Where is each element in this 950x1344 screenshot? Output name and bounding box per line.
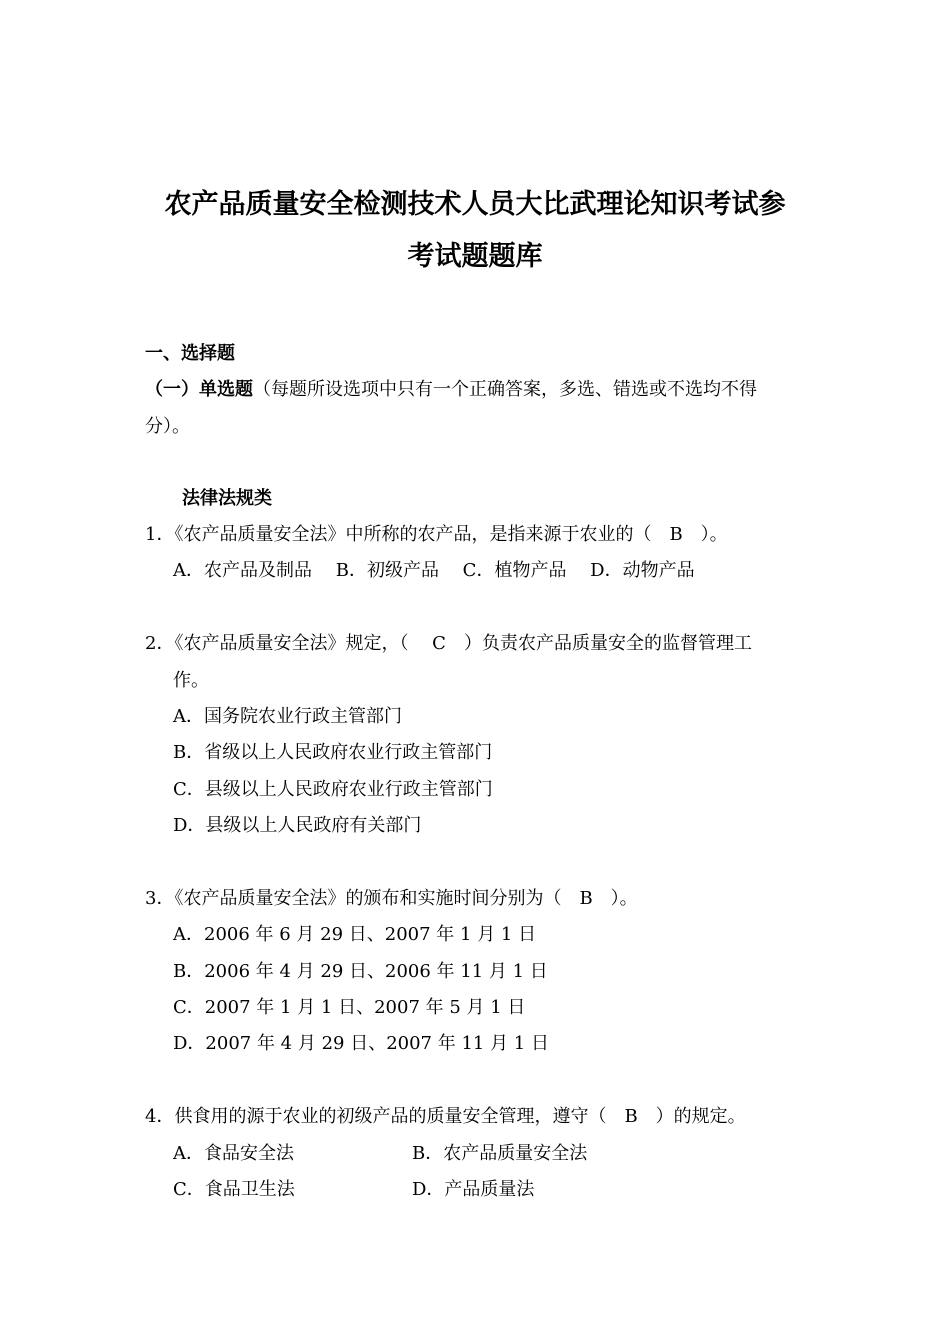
question-3-option-d: D．2007 年 4 月 29 日、2007 年 11 月 1 日 (173, 1033, 549, 1054)
question-3-option-a: A．2006 年 6 月 29 日、2007 年 1 月 1 日 (173, 924, 537, 945)
section-heading: 一、选择题 (145, 343, 235, 364)
subsection-note: （每题所设选项中只有一个正确答案，多选、错选或不选均不得 (253, 379, 757, 400)
question-4-option-b: B．农产品质量安全法 (412, 1143, 588, 1164)
question-2-option-c: C．县级以上人民政府农业行政主管部门 (173, 779, 493, 800)
subsection-note-line-2: 分）。 (145, 416, 190, 437)
document-title-line-1: 农产品质量安全检测技术人员大比武理论知识考试参 (164, 189, 786, 220)
question-2-stem-line-2: 作。 (173, 670, 209, 691)
question-4-option-a: A．食品安全法 (173, 1143, 294, 1164)
question-4-stem: 4．供食用的源于农业的初级产品的质量安全管理，遵守（ B ）的规定。 (145, 1106, 746, 1127)
question-1-stem: 1．《农产品质量安全法》中所称的农产品，是指来源于农业的（ B ）。 (145, 524, 728, 545)
question-1-options: A．农产品及制品 B．初级产品 C．植物产品 D．动物产品 (173, 560, 695, 581)
question-2-stem-line-1: 2．《农产品质量安全法》规定，（ C ）负责农产品质量安全的监督管理工 (145, 633, 752, 654)
question-3-option-c: C．2007 年 1 月 1 日、2007 年 5 月 1 日 (173, 997, 526, 1018)
question-2-option-a: A．国务院农业行政主管部门 (173, 706, 402, 727)
question-3-option-b: B．2006 年 4 月 29 日、2006 年 11 月 1 日 (173, 961, 548, 982)
subsection-label: （一）单选题 (145, 379, 253, 400)
question-3-stem: 3．《农产品质量安全法》的颁布和实施时间分别为（ B ）。 (145, 888, 638, 909)
question-4-option-c: C．食品卫生法 (173, 1179, 295, 1200)
question-4-option-d: D．产品质量法 (412, 1179, 535, 1200)
question-2-option-d: D．县级以上人民政府有关部门 (173, 815, 422, 836)
category-heading: 法律法规类 (182, 488, 272, 509)
question-2-option-b: B．省级以上人民政府农业行政主管部门 (173, 742, 493, 763)
document-title-line-2: 考试题题库 (407, 241, 543, 272)
subsection-line-1 (145, 378, 757, 402)
